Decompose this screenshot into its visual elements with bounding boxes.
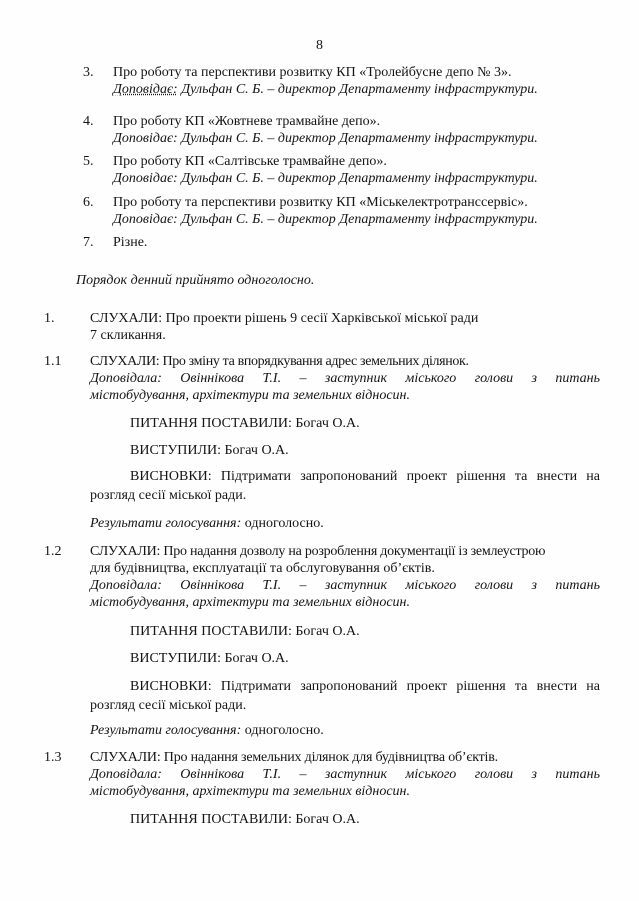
conclusion — [90, 467, 600, 505]
agenda-item-speaker — [113, 130, 538, 147]
subsection-number: 1.2 — [44, 544, 62, 559]
agenda-item-title: Різне. — [113, 235, 148, 250]
speakers-line: ВИСТУПИЛИ: Богач О.А. — [130, 651, 289, 666]
agenda-item-number: 5. — [83, 154, 94, 169]
conclusion-line: розгляд сесії міської ради. — [90, 698, 247, 713]
heard-line: для будівництва, експлуатації та обслуговування об’єктів. — [90, 561, 435, 576]
page-number: 8 — [316, 38, 323, 53]
conclusion-line: розгляд сесії міської ради. — [90, 488, 247, 503]
reporter-line: Доповідала: Овіннікова Т.І. – заступник міського голови з питань — [90, 578, 600, 593]
reporter-line: містобудування, архітектури та земельних відносин. — [90, 784, 410, 799]
vote-label: Результати голосування: — [90, 516, 242, 531]
heard-line: 7 скликання. — [90, 328, 166, 343]
speaker-name: Дульфан С. Б. – директор Департаменту інфраструктури. — [177, 82, 538, 97]
section-heard — [90, 310, 600, 344]
agenda-item-number: 7. — [83, 235, 94, 250]
subsection-number: 1.3 — [44, 750, 62, 765]
reporter-line: Доповідала: Овіннікова Т.І. – заступник міського голови з питань — [90, 767, 600, 782]
agenda-item-speaker — [113, 211, 538, 228]
vote-result — [90, 722, 324, 739]
questions-raised: ПИТАННЯ ПОСТАВИЛИ: Богач О.А. — [130, 624, 360, 639]
heard-line: СЛУХАЛИ: Про надання дозволу на розроблення документації із землеустрою — [90, 544, 546, 559]
agenda-item-title: Про роботу КП «Салтівське трамвайне депо». — [113, 154, 387, 169]
questions-raised: ПИТАННЯ ПОСТАВИЛИ: Богач О.А. — [130, 812, 360, 827]
heard-line: СЛУХАЛИ: Про проекти рішень 9 сесії Харківської міської ради — [90, 311, 479, 326]
subsection-heard — [90, 749, 600, 800]
speaker-name: Дульфан С. Б. – директор Департаменту інфраструктури. — [177, 212, 538, 227]
reporter-line: Доповідала: Овіннікова Т.І. – заступник міського голови з питань — [90, 371, 600, 386]
subsection-heard — [90, 543, 600, 611]
agenda-item-title: Про роботу та перспективи розвитку КП «Міськелектротранссервіс». — [113, 195, 528, 210]
subsection-number: 1.1 — [44, 354, 62, 369]
speaker-name: Дульфан С. Б. – директор Департаменту інфраструктури. — [177, 171, 538, 186]
agenda-item-number: 4. — [83, 114, 94, 129]
agenda-item-number: 6. — [83, 195, 94, 210]
agenda-item-number: 3. — [83, 65, 94, 80]
vote-label: Результати голосування: — [90, 723, 242, 738]
speaker-label: Доповідає: — [113, 212, 178, 227]
agenda-adopted-note: Порядок денний прийнято одноголосно. — [76, 273, 315, 288]
heard-line: СЛУХАЛИ: Про надання земельних ділянок для будівництва об’єктів. — [90, 750, 498, 765]
section-number: 1. — [44, 311, 55, 326]
speaker-name: Дульфан С. Б. – директор Департаменту інфраструктури. — [177, 131, 538, 146]
agenda-item-title: Про роботу та перспективи розвитку КП «Тролейбусне депо № 3». — [113, 65, 512, 80]
speaker-label: Доповідає: — [113, 171, 178, 186]
agenda-item-title: Про роботу КП «Жовтневе трамвайне депо». — [113, 114, 381, 129]
speaker-label: Доповідає: — [113, 131, 178, 146]
speakers-line: ВИСТУПИЛИ: Богач О.А. — [130, 443, 289, 458]
conclusion-line: ВИСНОВКИ: Підтримати запропонований проект рішення та внести на — [130, 469, 600, 484]
agenda-item-speaker — [113, 170, 538, 187]
vote-result — [90, 515, 324, 532]
heard-line: СЛУХАЛИ: Про зміну та впорядкування адрес земельних ділянок. — [90, 354, 469, 369]
speaker-label: Доповідає: — [113, 82, 178, 97]
conclusion — [90, 677, 600, 715]
reporter-line: містобудування, архітектури та земельних відносин. — [90, 388, 410, 403]
subsection-heard — [90, 353, 600, 404]
questions-raised: ПИТАННЯ ПОСТАВИЛИ: Богач О.А. — [130, 416, 360, 431]
conclusion-line: ВИСНОВКИ: Підтримати запропонований проект рішення та внести на — [130, 679, 600, 694]
vote-value: одноголосно. — [241, 723, 324, 738]
agenda-item-speaker — [113, 81, 538, 98]
vote-value: одноголосно. — [241, 516, 324, 531]
reporter-line: містобудування, архітектури та земельних відносин. — [90, 595, 410, 610]
